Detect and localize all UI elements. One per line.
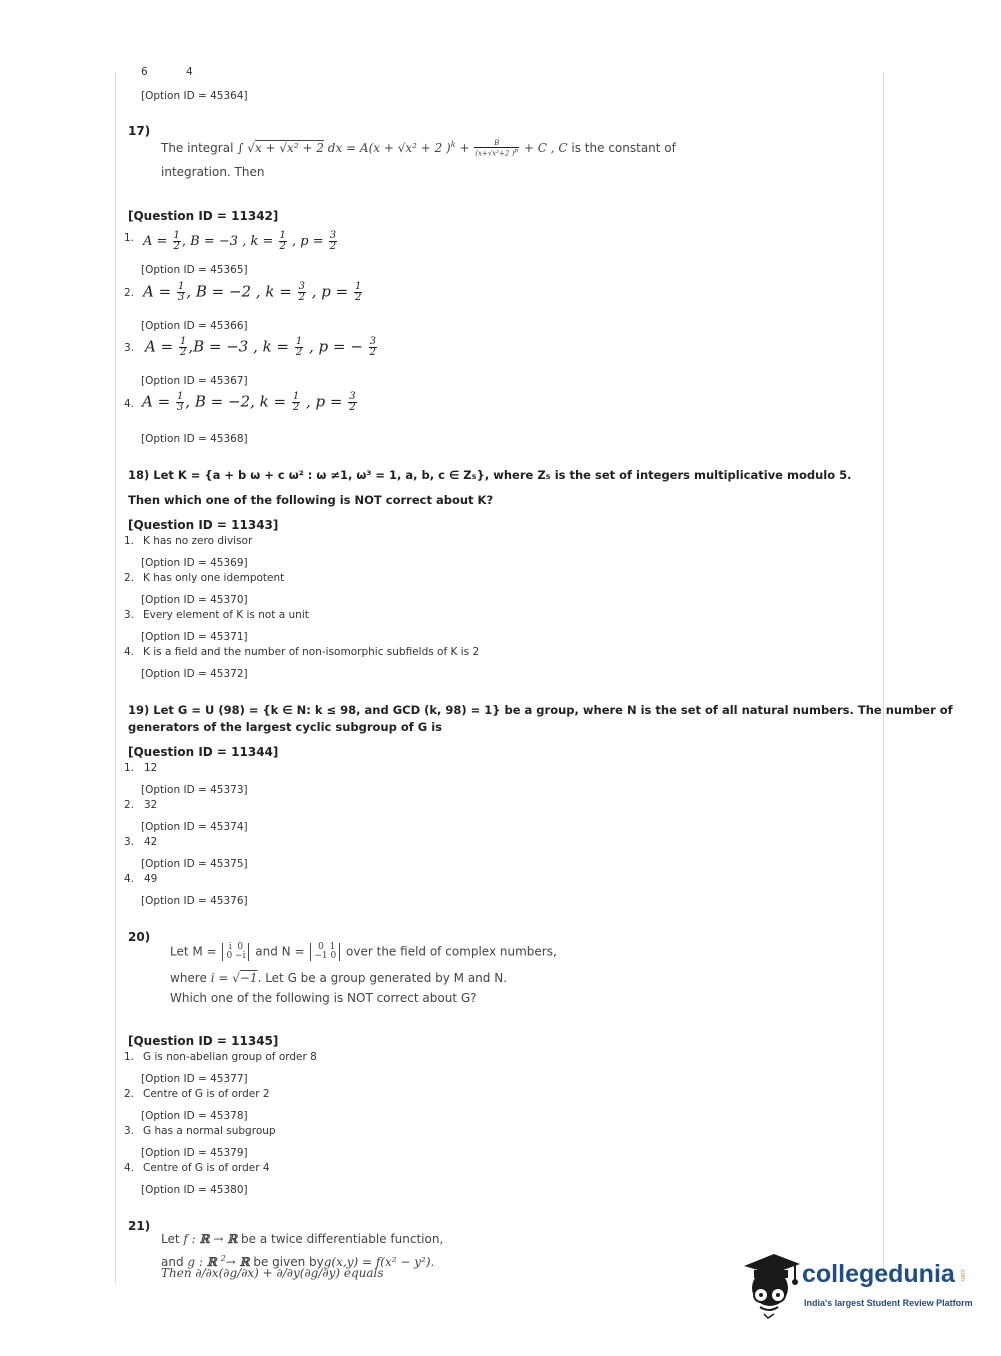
question-20-line3: Which one of the following is NOT correct about G? <box>170 991 477 1005</box>
option-text: 12 <box>144 762 158 774</box>
option-id: [Option ID = 45372] <box>141 668 248 680</box>
question-id: [Question ID = 11343] <box>128 518 279 532</box>
option-math-2: A = $\frac{1}{3}$ , B = −2 , k = $\frac{3}{2}$ , p = $\frac{1}{2}$ <box>143 281 362 303</box>
option-math-1: A = $\frac{1}{2}$ , B = −3 , k = $\frac{1}{2}$ , p = $\frac{3}{2}$ <box>143 230 337 252</box>
question-id: [Question ID = 11345] <box>128 1034 279 1048</box>
question-number: 20) <box>128 930 151 944</box>
option-number: 3. <box>124 1125 135 1137</box>
option-number: 4. <box>124 873 135 885</box>
option-id: [Option ID = 45369] <box>141 557 248 569</box>
option-text: Centre of G is of order 2 <box>143 1088 270 1100</box>
option-number: 3. <box>124 836 135 848</box>
page-border-left <box>115 72 116 1284</box>
collegedunia-logo <box>740 1248 980 1318</box>
mascot-icon <box>740 1248 802 1318</box>
option-number: 2. <box>124 1088 135 1100</box>
question-18-line2: Then which one of the following is NOT correct about K? <box>128 493 494 507</box>
question-19-line2: generators of the largest cyclic subgroup of G is <box>128 720 442 734</box>
question-20-line1 <box>170 943 557 961</box>
option-id: [Option ID = 45380] <box>141 1184 248 1196</box>
integral-expression: ∫ √x + √x² + 2 dx = A(x + √x² + 2 )$^k$ + $\frac{B}{(x+√x^2+2 )^p}$ + C , C <box>237 139 568 158</box>
question-id: [Question ID = 11344] <box>128 745 279 759</box>
let-label: Let <box>161 1232 180 1246</box>
and-n-label: and N = <box>255 944 305 959</box>
option-text: Centre of G is of order 4 <box>143 1162 270 1174</box>
option-id: [Option ID = 45379] <box>141 1147 248 1159</box>
option-id: [Option ID = 45364] <box>141 90 248 102</box>
option-id: [Option ID = 45375] <box>141 858 248 870</box>
option-number: 4. <box>124 1162 135 1174</box>
option-text: K has only one idempotent <box>143 572 285 584</box>
option-number: 4. <box>124 646 135 658</box>
i-definition-text: . Let G be a group generated by M and N. <box>257 971 508 985</box>
and-label: and <box>161 1255 184 1269</box>
page-border-right <box>883 72 884 1284</box>
logo-name: collegedunia <box>802 1260 955 1288</box>
option-math-4: A = $\frac{1}{3}$ , B = −2, k = $\frac{1}{2}$ , p = $\frac{3}{2}$ <box>142 391 356 413</box>
option-id: [Option ID = 45367] <box>141 375 248 387</box>
question-text-line2: integration. Then <box>161 165 265 179</box>
f-mapping-math: f : ℝ → ℝ <box>183 1232 238 1246</box>
question-21-line1 <box>161 1232 443 1246</box>
matrix-n: 0 1 −1 0 <box>310 943 340 961</box>
option-text: K has no zero divisor <box>143 535 253 547</box>
option-text: K is a field and the number of non-isomorphic subfields of K is 2 <box>143 646 480 658</box>
option-number: 1. <box>124 232 135 244</box>
logo-dotcom: .com <box>959 1268 965 1282</box>
option-number: 2. <box>124 799 135 811</box>
option-number: 3. <box>124 609 135 621</box>
question-text-prefix: The integral <box>161 141 234 156</box>
given-by-text: be given by <box>253 1255 324 1269</box>
over-field-text: over the field of complex numbers, <box>346 944 557 959</box>
option-number: 1. <box>124 1051 135 1063</box>
question-number: 21) <box>128 1219 151 1233</box>
option-number: 3. <box>124 342 135 354</box>
question-19-line1: 19) Let G = U (98) = {k ∈ N: k ≤ 98, and GCD (k, 98) = 1} be a group, where N is the set of all natural numbers. The number of <box>128 703 953 717</box>
twice-diff-text: be a twice differentiable function, <box>241 1232 444 1246</box>
option-text: G has a normal subgroup <box>143 1125 276 1137</box>
cut-off-text-right: 4 <box>186 66 193 78</box>
option-text: 49 <box>144 873 158 885</box>
option-id: [Option ID = 45378] <box>141 1110 248 1122</box>
option-id: [Option ID = 45365] <box>141 264 248 276</box>
option-id: [Option ID = 45368] <box>141 433 248 445</box>
option-number: 2. <box>124 287 135 299</box>
g-mapping-math: g : ℝ $^2$→ ℝ <box>187 1254 250 1269</box>
option-id: [Option ID = 45370] <box>141 594 248 606</box>
let-m-label: Let M = <box>170 944 217 959</box>
option-number: 4. <box>124 398 135 410</box>
question-17-text <box>161 140 676 157</box>
option-math-3: A = $\frac{1}{2}$ ,B = −3 , k = $\frac{1}{2}$ , p = − $\frac{3}{2}$ <box>145 336 376 358</box>
option-number: 1. <box>124 762 135 774</box>
option-number: 1. <box>124 535 135 547</box>
option-id: [Option ID = 45373] <box>141 784 248 796</box>
question-20-line2 <box>170 971 507 985</box>
option-id: [Option ID = 45377] <box>141 1073 248 1085</box>
cut-off-text-left: 6 <box>141 66 148 78</box>
question-id: [Question ID = 11342] <box>128 209 279 223</box>
question-number: 17) <box>128 124 151 138</box>
option-text: 32 <box>144 799 158 811</box>
option-number: 2. <box>124 572 135 584</box>
option-id: [Option ID = 45374] <box>141 821 248 833</box>
question-21-cutoff-line: Then ∂/∂x(∂g/∂x) + ∂/∂y(∂g/∂y) equals <box>161 1266 384 1280</box>
option-text: 42 <box>144 836 158 848</box>
option-text: G is non-abelian group of order 8 <box>143 1051 317 1063</box>
option-text: Every element of K is not a unit <box>143 609 309 621</box>
logo-tagline: India's largest Student Review Platform <box>804 1298 973 1308</box>
question-text-suffix: is the constant of <box>571 141 676 156</box>
option-id: [Option ID = 45366] <box>141 320 248 332</box>
question-18-line1: 18) Let K = {a + b ω + c ω² : ω ≠1, ω³ = 1, a, b, c ∈ Z₅}, where Z₅ is the set of integers multiplicative modulo 5. <box>128 468 852 482</box>
i-definition-math: i = √−1 <box>210 971 258 985</box>
matrix-m: i 0 0 −i <box>222 943 249 961</box>
option-id: [Option ID = 45376] <box>141 895 248 907</box>
option-id: [Option ID = 45371] <box>141 631 248 643</box>
g-definition-math: g(x,y) = f(x² − y²). <box>323 1255 435 1269</box>
where-label: where <box>170 971 207 985</box>
